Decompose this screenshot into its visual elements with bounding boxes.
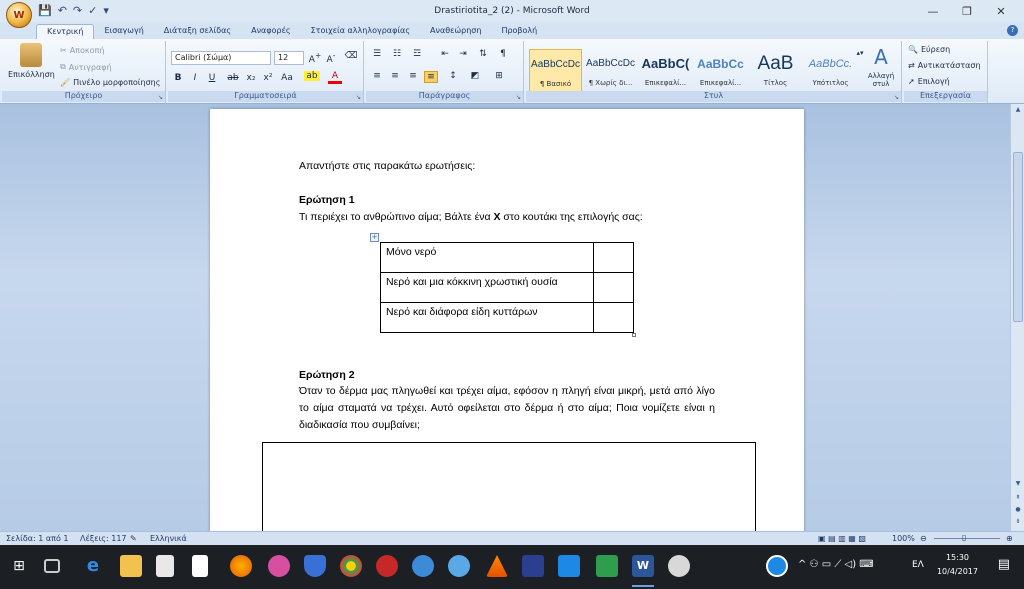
redo-icon[interactable]: ↷ bbox=[72, 4, 83, 17]
format-painter-button[interactable]: 🖌 Πινέλο μορφοποίησης bbox=[60, 78, 161, 87]
word-taskbar-icon[interactable]: W bbox=[632, 555, 654, 577]
style-no-spacing[interactable]: AaBbCcDc ¶ Χωρίς δι... bbox=[586, 58, 635, 87]
clock[interactable] bbox=[937, 551, 978, 579]
tab-references[interactable]: Αναφορές bbox=[251, 26, 291, 35]
paste-button[interactable]: Επικόλληση bbox=[8, 43, 55, 79]
styles-group-label: Στυλ bbox=[526, 91, 901, 102]
question-2-title: Ερώτηση 2 bbox=[299, 369, 355, 381]
align-center-icon[interactable]: ≡ bbox=[391, 71, 399, 81]
word-count[interactable]: Λέξεις: 117 bbox=[80, 534, 127, 543]
font-size-select[interactable]: 12 bbox=[274, 51, 304, 65]
option-label: Μόνο νερό bbox=[381, 243, 594, 273]
tab-mailings[interactable]: Στοιχεία αλληλογραφίας bbox=[310, 26, 411, 35]
font-color-icon[interactable]: A bbox=[328, 71, 342, 84]
app-tray-icon[interactable] bbox=[766, 555, 788, 577]
editing-group-label: Επεξεργασία bbox=[904, 91, 987, 102]
zoom-slider-thumb[interactable]: ▯ bbox=[962, 533, 967, 542]
undo-icon[interactable]: ↶ bbox=[57, 4, 67, 17]
notifications-icon[interactable]: ▤ bbox=[997, 557, 1010, 572]
document-icon[interactable] bbox=[192, 555, 208, 577]
option-label: Νερό και διάφορα είδη κυττάρων bbox=[381, 303, 594, 333]
superscript-icon[interactable]: x² bbox=[263, 73, 273, 83]
app-chat-icon[interactable] bbox=[522, 555, 544, 577]
tab-view[interactable]: Προβολή bbox=[501, 26, 538, 35]
sort-icon[interactable]: ⇅ bbox=[479, 49, 487, 59]
decrease-indent-icon[interactable]: ⇤ bbox=[441, 49, 449, 59]
binoculars-icon: 🔍 bbox=[908, 45, 918, 54]
borders-icon[interactable]: ⊞ bbox=[495, 71, 503, 81]
grow-font-icon[interactable]: A+ bbox=[308, 51, 322, 65]
dialog-launcher-icon[interactable]: ↘ bbox=[515, 94, 521, 101]
customize-qat-icon[interactable]: ▾ bbox=[103, 4, 109, 17]
store-icon[interactable] bbox=[156, 555, 174, 577]
dialog-launcher-icon[interactable]: ↘ bbox=[355, 94, 361, 101]
style-heading-1[interactable]: AaBbC( Επικεφαλί... bbox=[641, 56, 690, 87]
bold-icon[interactable]: B bbox=[174, 73, 182, 83]
shading-icon[interactable]: ◩ bbox=[470, 71, 480, 81]
show-marks-icon[interactable]: ¶ bbox=[500, 49, 506, 59]
find-button[interactable]: 🔍 Εύρεση bbox=[908, 45, 951, 54]
close-button[interactable]: ✕ bbox=[996, 4, 1006, 18]
save-icon[interactable]: 💾 bbox=[38, 4, 52, 17]
ribbon bbox=[0, 39, 1024, 104]
style-subtitle[interactable]: AaBbCc. Υπότιτλος bbox=[808, 58, 853, 87]
change-styles-button[interactable]: A Αλλαγή στυλ bbox=[867, 45, 895, 88]
input-language[interactable]: ΕΛ bbox=[912, 560, 924, 570]
document-page[interactable] bbox=[210, 109, 804, 539]
choice-table bbox=[380, 242, 634, 333]
cut-button[interactable]: ✂ Αποκοπή bbox=[60, 46, 105, 55]
tab-insert[interactable]: Εισαγωγή bbox=[104, 26, 144, 35]
table-resize-handle[interactable] bbox=[632, 333, 636, 337]
view-buttons[interactable]: ▣ ▤ ▥ ▦ ▧ bbox=[818, 534, 866, 543]
tab-review[interactable]: Αναθεώρηση bbox=[430, 26, 482, 35]
shield-icon[interactable] bbox=[304, 555, 326, 577]
question-2-text: Όταν το δέρμα μας πληγωθεί και τρέχει αίμα, εφόσον η πληγή είναι μικρή, μετά από λίγο το αίμα σταματά να τρέχει. Αυτό οφείλεται στο δέρμα ή στο αίμα; Ποια νομίζετε είναι η διαδικασία που συμβαίνει; bbox=[299, 385, 715, 431]
dropbox-icon[interactable] bbox=[558, 555, 580, 577]
change-case-icon[interactable]: Aa bbox=[281, 73, 293, 83]
vertical-scrollbar[interactable] bbox=[1010, 104, 1024, 531]
style-title[interactable]: AaB Τίτλος bbox=[757, 53, 794, 87]
font-group-label: Γραμματοσειρά bbox=[168, 91, 363, 102]
title-bar bbox=[0, 0, 1024, 22]
underline-icon[interactable]: U bbox=[208, 73, 216, 83]
edge-icon[interactable]: e bbox=[86, 555, 100, 576]
start-icon[interactable]: ⊞ bbox=[13, 558, 25, 574]
option-label: Νερό και μια κόκκινη χρωστική ουσία bbox=[381, 273, 594, 303]
option-checkbox-cell[interactable] bbox=[594, 243, 634, 273]
styles-group bbox=[526, 41, 902, 103]
option-checkbox-cell[interactable] bbox=[594, 303, 634, 333]
file-explorer-icon[interactable] bbox=[120, 555, 142, 577]
dialog-launcher-icon[interactable]: ↘ bbox=[893, 94, 899, 101]
app-blue-icon[interactable] bbox=[412, 555, 434, 577]
task-view-icon[interactable] bbox=[44, 559, 60, 573]
system-tray-icons[interactable]: ^ ⚇ ▭ ⟋ ◁) ⌨ bbox=[798, 559, 874, 570]
language-status[interactable]: Ελληνικά bbox=[150, 534, 187, 543]
zoom-in-icon[interactable]: ⊕ bbox=[1006, 534, 1013, 543]
app-m-icon[interactable] bbox=[268, 555, 290, 577]
increase-indent-icon[interactable]: ⇥ bbox=[459, 49, 467, 59]
paint-icon[interactable] bbox=[668, 555, 690, 577]
strikethrough-icon[interactable]: ab bbox=[227, 73, 239, 83]
ribbon-tabs bbox=[0, 22, 1024, 39]
styles-scroll-icon[interactable]: ▴▾ bbox=[856, 49, 864, 57]
status-bar bbox=[0, 531, 1024, 545]
cursor-icon: ➚ bbox=[908, 77, 915, 86]
highlight-icon[interactable]: ab bbox=[304, 71, 320, 81]
next-page-icon[interactable]: ⇟ bbox=[1015, 518, 1021, 525]
skype-icon[interactable] bbox=[448, 555, 470, 577]
active-app-indicator bbox=[632, 585, 654, 587]
page-count[interactable]: Σελίδα: 1 από 1 bbox=[6, 534, 69, 543]
scroll-up-icon[interactable]: ▲ bbox=[1015, 106, 1021, 113]
italic-icon[interactable]: I bbox=[193, 73, 197, 83]
maximize-button[interactable]: ❐ bbox=[962, 4, 972, 18]
style-normal[interactable]: AaBbCcDc ¶ Βασικό bbox=[529, 49, 582, 93]
office-button[interactable]: W bbox=[6, 2, 32, 28]
proofing-icon[interactable]: ✎ bbox=[130, 534, 137, 543]
help-icon[interactable]: ? bbox=[1007, 25, 1018, 36]
line-spacing-icon[interactable]: ↕ bbox=[449, 71, 457, 81]
replace-button[interactable]: ⇄ Αντικατάσταση bbox=[908, 61, 981, 70]
select-button[interactable]: ➚ Επιλογή bbox=[908, 77, 950, 86]
zoom-level[interactable]: 100% bbox=[892, 534, 915, 543]
chrome-icon[interactable] bbox=[340, 555, 362, 577]
minimize-button[interactable]: — bbox=[927, 4, 939, 18]
copy-button[interactable]: ⧉ Αντιγραφή bbox=[60, 62, 112, 72]
firefox-icon[interactable] bbox=[230, 555, 252, 577]
numbering-icon[interactable]: ☷ bbox=[392, 49, 402, 59]
zoom-out-icon[interactable]: ⊖ bbox=[920, 534, 927, 543]
spelling-icon[interactable]: ✓ bbox=[88, 4, 98, 17]
paragraph-group-label: Παράγραφος bbox=[366, 91, 523, 102]
browse-object-icon[interactable]: ● bbox=[1015, 506, 1021, 513]
paste-icon bbox=[20, 43, 42, 67]
tab-page-layout[interactable]: Διάταξη σελίδας bbox=[163, 26, 232, 35]
vlc-icon[interactable] bbox=[486, 555, 508, 577]
tab-home[interactable]: Κεντρική bbox=[36, 24, 94, 39]
font-group bbox=[168, 41, 364, 103]
subscript-icon[interactable]: x₂ bbox=[246, 73, 256, 83]
taskbar bbox=[0, 545, 1024, 589]
multilevel-list-icon[interactable]: ☲ bbox=[412, 49, 422, 59]
table-row bbox=[381, 303, 634, 333]
option-checkbox-cell[interactable] bbox=[594, 273, 634, 303]
clipboard-group-label: Πρόχειρο bbox=[2, 91, 165, 102]
align-left-icon[interactable]: ≡ bbox=[373, 71, 381, 81]
question-1-title: Ερώτηση 1 bbox=[299, 194, 355, 206]
shrink-font-icon[interactable]: A- bbox=[326, 51, 336, 65]
dialog-launcher-icon[interactable]: ↘ bbox=[157, 94, 163, 101]
change-styles-icon: A bbox=[874, 45, 888, 69]
table-move-handle-icon[interactable]: + bbox=[371, 233, 378, 241]
document-area bbox=[0, 104, 1010, 531]
style-heading-2[interactable]: AaBbCc Επικεφαλί... bbox=[697, 57, 744, 87]
justify-icon[interactable]: ≡ bbox=[424, 71, 438, 83]
zoom-slider[interactable] bbox=[934, 538, 1000, 539]
clipboard-group bbox=[2, 41, 166, 103]
previous-page-icon[interactable]: ⇞ bbox=[1015, 494, 1021, 501]
intro-text: Απαντήστε στις παρακάτω ερωτήσεις: bbox=[299, 160, 476, 172]
scroll-down-icon[interactable]: ▼ bbox=[1015, 480, 1021, 487]
question-1-text: Τι περιέχει το ανθρώπινο αίμα; Βάλτε ένα X στο κουτάκι της επιλογής σας: bbox=[299, 211, 643, 223]
paragraph-group bbox=[366, 41, 524, 103]
scissors-icon: ✂ bbox=[60, 46, 67, 55]
align-right-icon[interactable]: ≡ bbox=[409, 71, 417, 81]
app-red-icon[interactable] bbox=[376, 555, 398, 577]
replace-icon: ⇄ bbox=[908, 61, 915, 70]
table-row bbox=[381, 243, 634, 273]
brush-icon: 🖌 bbox=[60, 78, 71, 87]
app-green-icon[interactable] bbox=[596, 555, 618, 577]
clear-formatting-icon[interactable]: ⌫ bbox=[344, 51, 358, 61]
clock-date: 10/4/2017 bbox=[936, 567, 978, 576]
table-row bbox=[381, 273, 634, 303]
scrollbar-thumb[interactable] bbox=[1013, 152, 1023, 322]
copy-icon: ⧉ bbox=[60, 62, 66, 71]
window-title: Drastiriotita_2 (2) - Microsoft Word bbox=[434, 6, 590, 16]
font-name-select[interactable]: Calibri (Σώμα) bbox=[171, 51, 271, 65]
bullets-icon[interactable]: ☰ bbox=[372, 49, 382, 59]
editing-group bbox=[904, 41, 988, 103]
clock-time: 15:30 bbox=[945, 553, 970, 562]
